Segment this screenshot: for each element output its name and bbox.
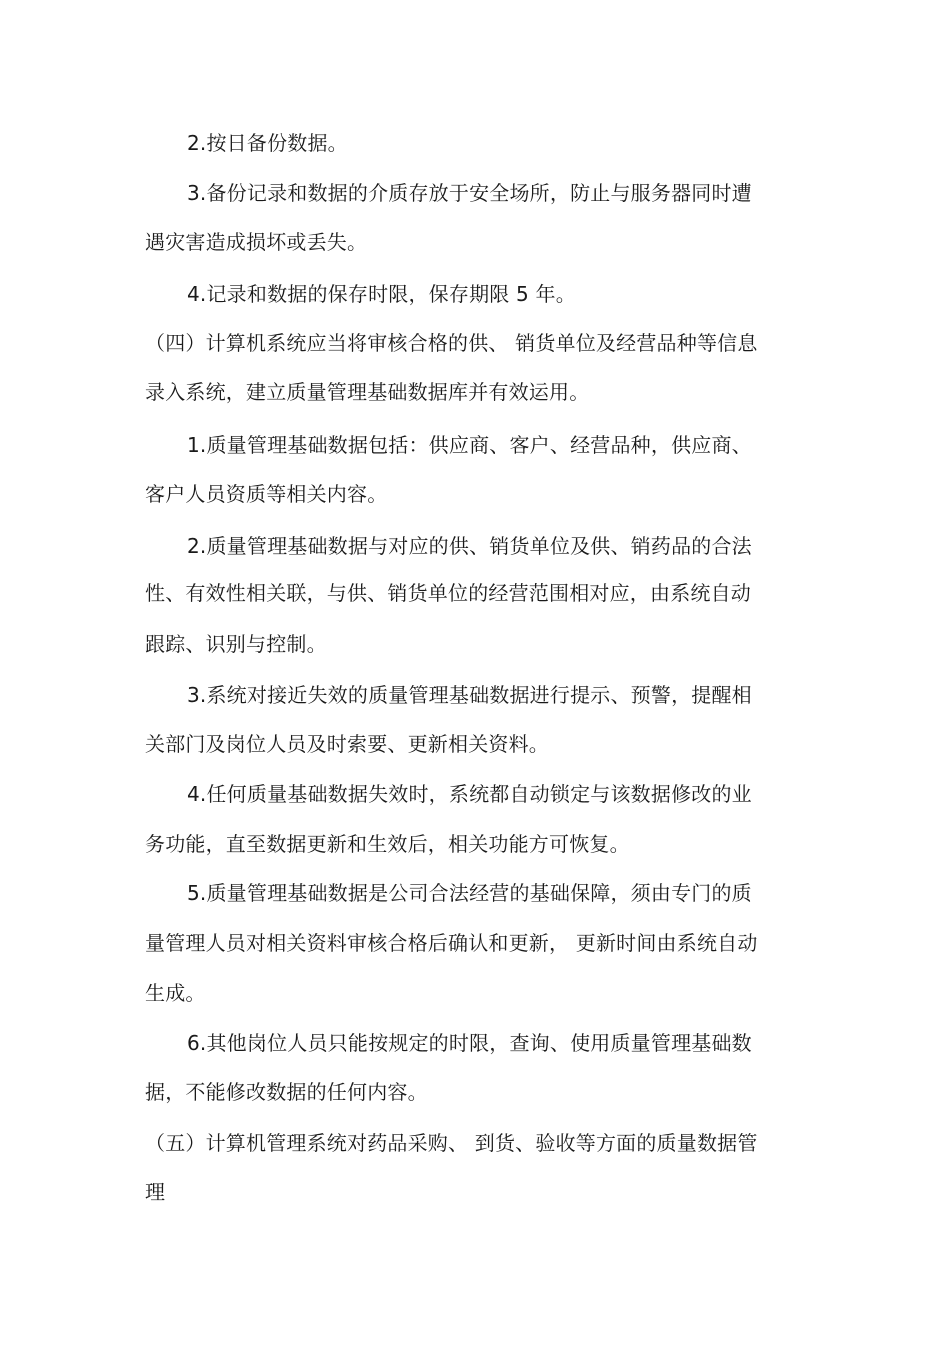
- text-line: 理: [145, 1180, 166, 1204]
- text-line: 1.质量管理基础数据包括：供应商、客户、经营品种，供应商、: [187, 433, 752, 457]
- text-line: 2.按日备份数据。: [187, 131, 348, 155]
- text-line: 性、有效性相关联，与供、销货单位的经营范围相对应，由系统自动: [145, 581, 751, 605]
- text-line: 录入系统，建立质量管理基础数据库并有效运用。: [145, 380, 590, 404]
- text-line: 4.记录和数据的保存时限，保存期限 5 年。: [187, 282, 576, 306]
- text-line: 遇灾害造成损坏或丢失。: [145, 230, 368, 254]
- text-line: 关部门及岗位人员及时索要、更新相关资料。: [145, 732, 549, 756]
- text-line: 4.任何质量基础数据失效时，系统都自动锁定与该数据修改的业: [187, 782, 752, 806]
- text-line: 5.质量管理基础数据是公司合法经营的基础保障，须由专门的质: [187, 881, 752, 905]
- text-line: 3.系统对接近失效的质量管理基础数据进行提示、预警，提醒相: [187, 683, 752, 707]
- text-line: 生成。: [145, 981, 206, 1005]
- text-line: （五）计算机管理系统对药品采购、 到货、验收等方面的质量数据管: [145, 1131, 758, 1155]
- text-line: 跟踪、识别与控制。: [145, 632, 327, 656]
- text-line: 量管理人员对相关资料审核合格后确认和更新， 更新时间由系统自动: [145, 931, 758, 955]
- text-line: 客户人员资质等相关内容。: [145, 482, 388, 506]
- text-line: 6.其他岗位人员只能按规定的时限，查询、使用质量管理基础数: [187, 1031, 752, 1055]
- text-line: 3.备份记录和数据的介质存放于安全场所，防止与服务器同时遭: [187, 181, 752, 205]
- text-line: 据，不能修改数据的任何内容。: [145, 1080, 428, 1104]
- text-line: 务功能，直至数据更新和生效后，相关功能方可恢复。: [145, 832, 630, 856]
- text-line: （四）计算机系统应当将审核合格的供、 销货单位及经营品种等信息: [145, 331, 758, 355]
- text-line: 2.质量管理基础数据与对应的供、销货单位及供、销药品的合法: [187, 534, 752, 558]
